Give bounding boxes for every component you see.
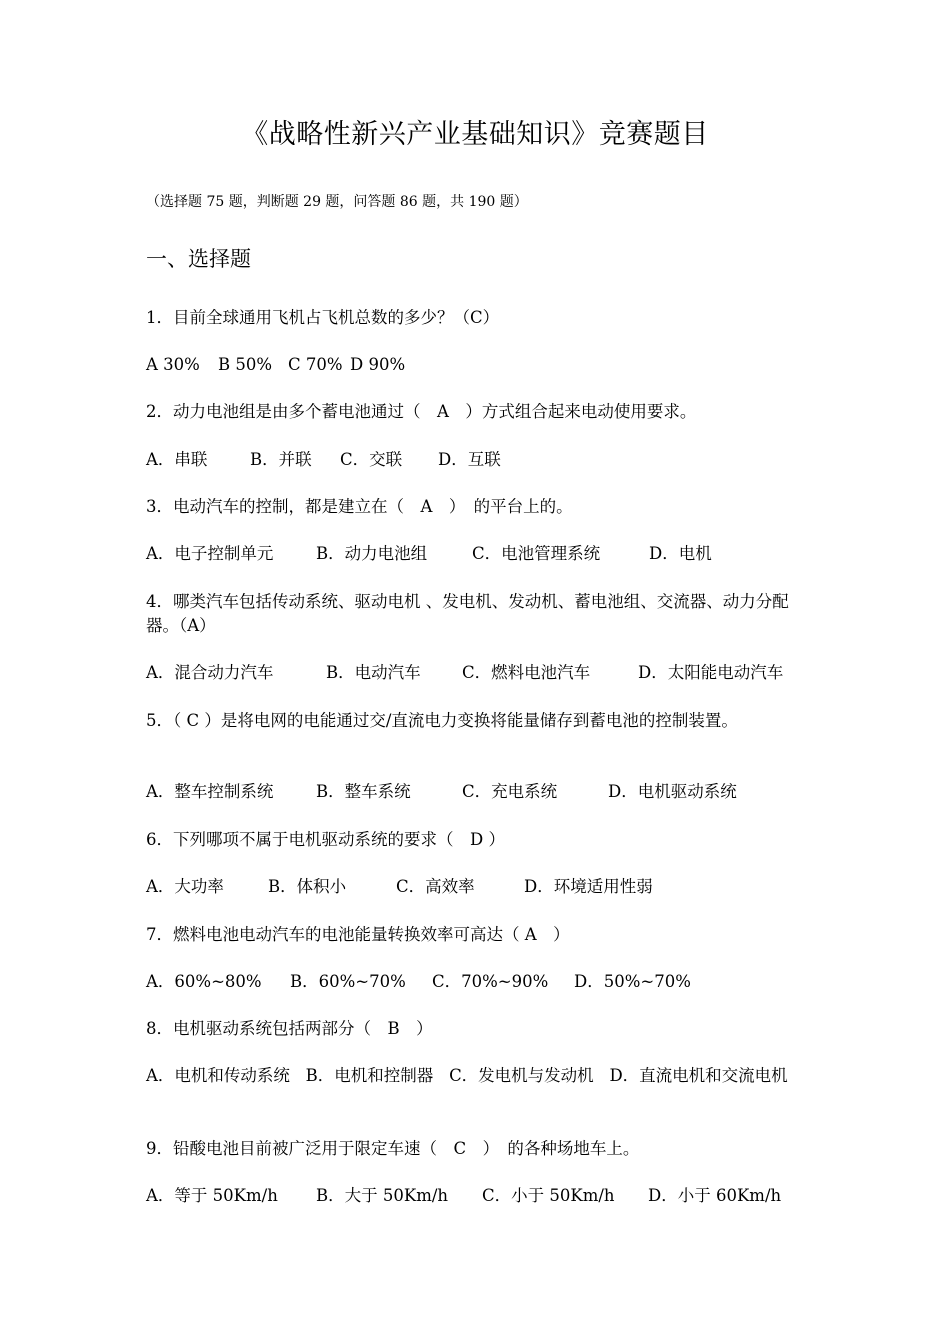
- option-c: C 70%: [288, 355, 343, 374]
- option-d: D．环境适用性弱: [524, 877, 653, 896]
- question-9: 9．铅酸电池目前被广泛用于限定车速（ C ） 的各种场地车上。: [146, 1139, 640, 1158]
- option-c: C．电池管理系统: [472, 544, 601, 563]
- question-count-summary: （选择题 75 题，判断题 29 题，问答题 86 题，共 190 题）: [146, 194, 528, 210]
- question-1: 1．目前全球通用飞机占飞机总数的多少？（C）: [146, 308, 500, 327]
- question-2-options: [146, 448, 814, 472]
- question-7-options: [146, 970, 814, 994]
- option-c: C．70%~90%: [432, 972, 549, 991]
- question-6-options: [146, 875, 814, 899]
- option-c: C．交联: [340, 450, 403, 469]
- option-b: B．并联: [250, 450, 312, 469]
- option-b: B．电机和控制器: [305, 1066, 434, 1085]
- option-c: C．充电系统: [462, 782, 558, 801]
- question-3: 3．电动汽车的控制，都是建立在（ A ） 的平台上的。: [146, 497, 573, 516]
- question-6: 6．下列哪项不属于电机驱动系统的要求（ D ）: [146, 830, 505, 849]
- option-a: A．60%~80%: [146, 972, 262, 991]
- option-d: D．50%~70%: [574, 972, 691, 991]
- option-a: A．串联: [146, 450, 208, 469]
- option-d: D．直流电机和交流电机: [609, 1066, 788, 1085]
- option-d: D 90%: [350, 355, 406, 374]
- option-b: B．动力电池组: [316, 544, 428, 563]
- question-9-options: [146, 1184, 814, 1208]
- option-d: D．小于 60Km/h: [648, 1186, 782, 1205]
- question-4-options: [146, 661, 814, 685]
- option-d: D．电机: [649, 544, 712, 563]
- option-b: B 50%: [218, 355, 273, 374]
- section-heading: 一、选择题: [146, 247, 251, 271]
- question-5: 5．（ C ）是将电网的电能通过交/直流电力变换将能量储存到蓄电池的控制装置。: [146, 711, 738, 730]
- option-b: B．大于 50Km/h: [316, 1186, 449, 1205]
- question-8: 8．电机驱动系统包括两部分（ B ）: [146, 1019, 433, 1038]
- option-b: B．60%~70%: [290, 972, 406, 991]
- option-c: C．发电机与发动机: [449, 1066, 594, 1085]
- option-c: C．燃料电池汽车: [462, 663, 591, 682]
- question-4: 4．哪类汽车包括传动系统、驱动电机 、发电机、发动机、蓄电池组、交流器、动力分配器。（A）: [146, 592, 789, 635]
- option-a: A．电机和传动系统: [146, 1066, 290, 1085]
- option-a: A．混合动力汽车: [146, 663, 274, 682]
- option-b: B．整车系统: [316, 782, 411, 801]
- question-1-options: [146, 353, 814, 377]
- option-a: A．整车控制系统: [146, 782, 274, 801]
- option-c: C．小于 50Km/h: [482, 1186, 615, 1205]
- question-7: 7．燃料电池电动汽车的电池能量转换效率可高达（ A ）: [146, 925, 570, 944]
- question-5-options: [146, 780, 814, 804]
- option-b: B．电动汽车: [326, 663, 421, 682]
- option-a: A 30%: [146, 355, 200, 374]
- question-8-options: [146, 1064, 814, 1088]
- option-a: A．电子控制单元: [146, 544, 274, 563]
- option-b: B．体积小: [268, 877, 347, 896]
- option-d: D．电机驱动系统: [608, 782, 737, 801]
- question-2: 2．动力电池组是由多个蓄电池通过（ A ）方式组合起来电动使用要求。: [146, 402, 697, 421]
- question-3-options: [146, 542, 814, 566]
- option-d: D．互联: [438, 450, 501, 469]
- document-title: 《战略性新兴产业基础知识》竞赛题目: [241, 119, 709, 150]
- option-c: C．高效率: [396, 877, 475, 896]
- option-a: A．大功率: [146, 877, 224, 896]
- option-d: D．太阳能电动汽车: [638, 663, 784, 682]
- option-a: A．等于 50Km/h: [146, 1186, 278, 1205]
